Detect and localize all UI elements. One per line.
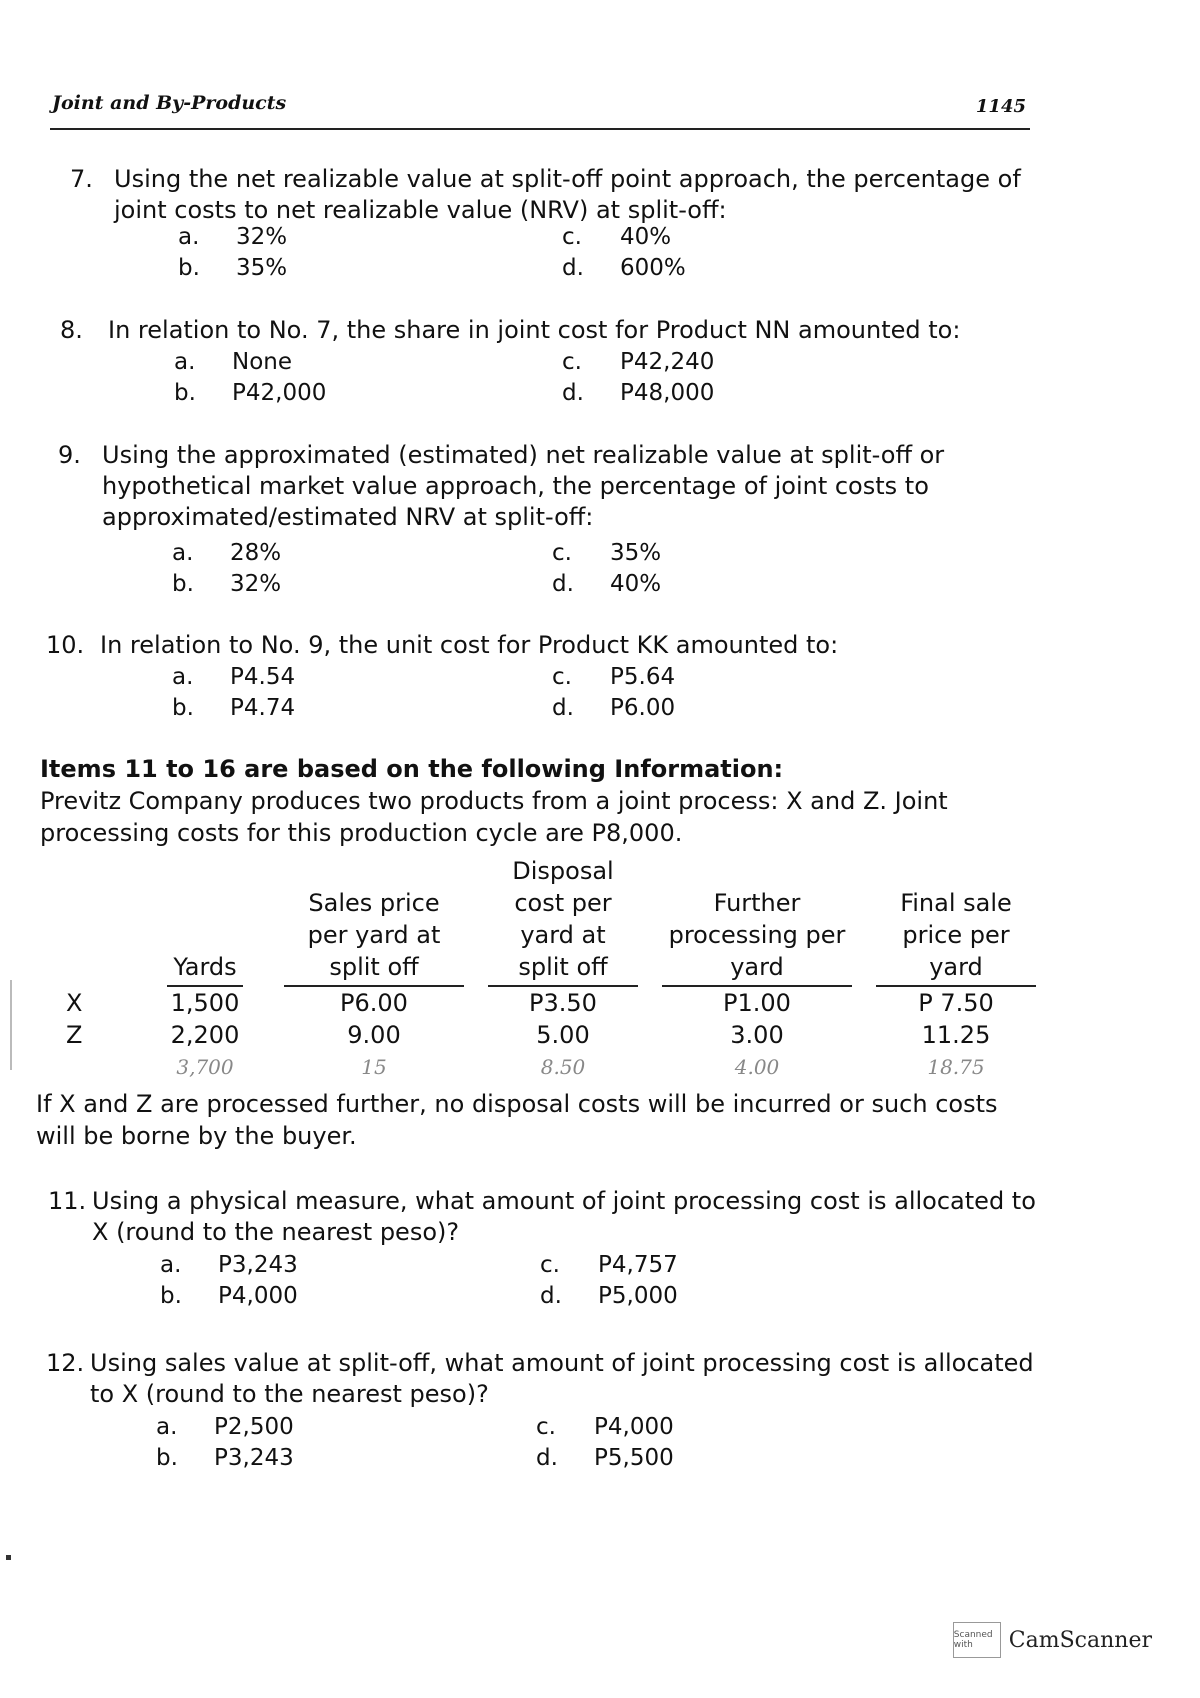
question-number: 11.: [48, 1187, 87, 1215]
column-header: Disposal cost per yard at split off: [476, 855, 650, 987]
table-row: [30, 987, 1048, 1019]
question-stem: Using sales value at split-off, what amount of joint processing cost is allocated to X (round to the nearest peso)?: [90, 1349, 1034, 1408]
table-cell: P1.00: [723, 989, 791, 1017]
table-cell: 1,500: [170, 989, 240, 1017]
table-cell: 9.00: [347, 1021, 401, 1049]
question-number: 10.: [46, 631, 85, 659]
option-a: a. P3,243: [160, 1252, 298, 1278]
info-note: If X and Z are processed further, no disposal costs will be incurred or such costs will be borne by the buyer.: [36, 1090, 998, 1150]
info-block: [40, 753, 1040, 849]
option-d: d. P5,500: [536, 1445, 674, 1471]
row-label: Z: [66, 1021, 83, 1049]
option-a: a. 28%: [172, 540, 282, 566]
option-a: a. 32%: [178, 224, 288, 250]
option-c: c. P4,757: [540, 1252, 678, 1278]
watermark-text: CamScanner: [1008, 1627, 1152, 1653]
table-cell: P 7.50: [918, 989, 994, 1017]
table-cell: 11.25: [921, 1021, 991, 1049]
question-number: 12.: [46, 1349, 85, 1377]
info-intro: Previtz Company produces two products from a joint process: X and Z. Joint processing costs for this production cycle are P8,000.: [40, 787, 948, 847]
handwritten-note: 3,700: [176, 1055, 234, 1079]
option-c: c. 40%: [562, 224, 672, 250]
option-d: d. P6.00: [552, 695, 676, 721]
option-c: c. 35%: [552, 540, 662, 566]
table-cell: P3.50: [529, 989, 597, 1017]
question-stem: Using the net realizable value at split-off point approach, the percentage of joint costs to net realizable value (NRV) at split-off:: [114, 165, 1021, 224]
table-cell: 5.00: [536, 1021, 590, 1049]
camscanner-watermark: [953, 1622, 1152, 1658]
handwritten-note: 15: [361, 1055, 387, 1079]
column-header: Further processing per yard: [650, 855, 864, 987]
option-b: b. P42,000: [174, 380, 327, 406]
question-stem: Using the approximated (estimated) net realizable value at split-off or hypothetical market value approach, the percentage of joint costs to approximated/estimated NRV at split-off:: [102, 441, 945, 531]
question-number: 8.: [60, 316, 83, 344]
table-cell: 2,200: [170, 1021, 240, 1049]
option-d: d. 40%: [552, 571, 662, 597]
handwritten-note: 4.00: [734, 1055, 780, 1079]
option-a: a. P4.54: [172, 664, 296, 690]
question-stem: In relation to No. 7, the share in joint cost for Product NN amounted to:: [108, 316, 961, 344]
option-c: c. P4,000: [536, 1414, 674, 1440]
table-header-row: [30, 855, 1048, 987]
page-header: [50, 92, 1030, 130]
scan-mark: [6, 1555, 11, 1560]
table-cell: 3.00: [730, 1021, 784, 1049]
table-row: [30, 1019, 1048, 1051]
handwritten-totals-row: [30, 1051, 1048, 1083]
question-number: 9.: [58, 441, 81, 469]
option-b: b. P4,000: [160, 1283, 298, 1309]
column-header: Sales price per yard at split off: [272, 855, 476, 987]
question-number: 7.: [70, 165, 93, 193]
option-c: c. P42,240: [562, 349, 715, 375]
question-stem: Using a physical measure, what amount of joint processing cost is allocated to X (round to the nearest peso)?: [92, 1187, 1036, 1246]
row-label-header: [30, 855, 138, 987]
option-d: d. 600%: [562, 255, 686, 281]
product-data-table: [30, 855, 1048, 1083]
info-heading: Items 11 to 16 are based on the following Information:: [40, 755, 784, 783]
option-b: b. 35%: [178, 255, 288, 281]
question-stem: In relation to No. 9, the unit cost for Product KK amounted to:: [100, 631, 839, 659]
scan-edge: [10, 980, 12, 1070]
page-number: 1145: [975, 96, 1026, 117]
chapter-title: Joint and By-Products: [52, 92, 287, 114]
row-label: X: [66, 989, 83, 1017]
option-b: b. P3,243: [156, 1445, 294, 1471]
column-header: Final sale price per yard: [864, 855, 1048, 987]
option-d: d. P5,000: [540, 1283, 678, 1309]
table-cell: P6.00: [340, 989, 408, 1017]
option-a: a. P2,500: [156, 1414, 294, 1440]
column-header: Yards: [138, 855, 272, 987]
option-d: d. P48,000: [562, 380, 715, 406]
option-c: c. P5.64: [552, 664, 676, 690]
option-a: a. None: [174, 349, 293, 375]
camscanner-logo: Scanned with: [953, 1622, 1001, 1658]
option-b: b. 32%: [172, 571, 282, 597]
option-b: b. P4.74: [172, 695, 296, 721]
handwritten-note: 18.75: [927, 1055, 985, 1079]
handwritten-note: 8.50: [540, 1055, 586, 1079]
